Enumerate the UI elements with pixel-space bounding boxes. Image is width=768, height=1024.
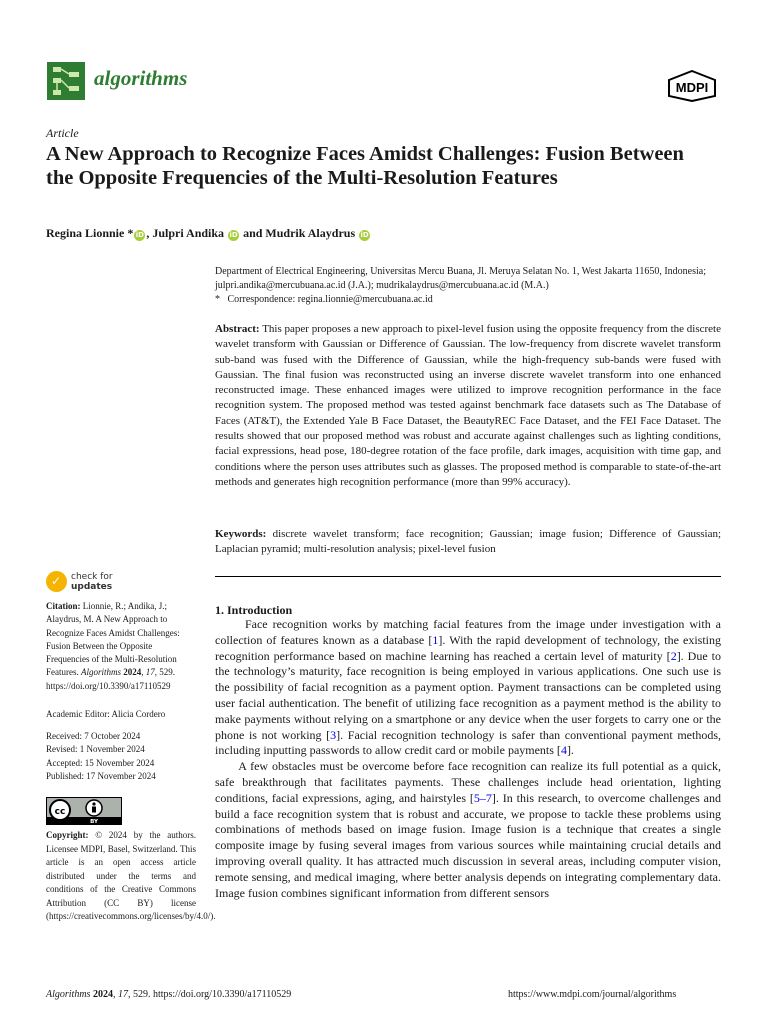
paragraph (215, 617, 721, 759)
reference-link[interactable]: 3 (330, 727, 337, 742)
article-type: Article (46, 126, 79, 140)
citation-block: Citation: Lionnie, R.; Andika, J.; Alaydrus, M. A New Approach to Recognize Faces Amidst Challenges: Fusion Between the Opposite Frequencies of the Multi-Resolution Features. Algorithms 2024, 17, 529. https://doi.org/10.3390/a17110529 (46, 601, 180, 691)
mdpi-logo-icon[interactable] (666, 70, 718, 102)
citation-doi-link[interactable]: https://doi.org/10.3390/a17110529 (46, 680, 171, 691)
affiliation: Department of Electrical Engineering, Universitas Mercu Buana, Jl. Meruya Selatan No. 1, West Jakarta 11650, Indonesia; julpri.andika@mercubuana.ac.id (J.A.); mudrikalaydrus@mercubuana.ac.id (M.A.) (215, 266, 706, 291)
footer-rest[interactable]: , 529. https://doi.org/10.3390/a17110529 (127, 989, 292, 1000)
reference-link[interactable]: 1 (432, 632, 439, 647)
section-divider (215, 576, 721, 577)
journal-logo-icon (47, 62, 85, 100)
check-circle-icon (46, 571, 67, 592)
date-published: Published: 17 November 2024 (46, 770, 156, 781)
author-separator: and (240, 226, 266, 240)
orcid-icon[interactable]: iD (360, 231, 369, 239)
orcid-icon[interactable]: iD (229, 231, 238, 239)
text-run: A few obstacles must be overcome before face recognition can realize its full potential as a quick, safe breakthrough that facilitates payments. These challenges include head orientation, lighting conditions, facial expressions, aging, and hairstyles [ (215, 759, 721, 805)
paragraph (215, 759, 721, 901)
citation-journal: Algorithms (81, 667, 122, 678)
footer-journal-url[interactable]: https://www.mdpi.com/journal/algorithms (508, 989, 677, 1000)
svg-text:cc: cc (54, 807, 66, 817)
check-line-2: updates (71, 582, 113, 592)
checkmark-icon: ✓ (51, 574, 62, 588)
date-revised: Revised: 1 November 2024 (46, 744, 145, 755)
author-name[interactable]: Regina Lionnie (46, 226, 125, 240)
copyright-text: © 2024 by the authors. Licensee MDPI, Basel, Switzerland. This article is an open access article distributed under the terms and conditions of the Creative Commons Attribution (CC BY) license (https://creativecommons.org/licenses/by/4.0/). (46, 830, 216, 921)
author-list (46, 226, 371, 241)
copyright-label: Copyright: (46, 830, 89, 840)
reference-link[interactable]: 4 (560, 743, 567, 758)
citation-year: 2024 (123, 667, 142, 678)
text-run: ]. (566, 743, 574, 758)
citation-text: Lionnie, R.; Andika, J.; Alaydrus, M. A New Approach to Recognize Faces Amidst Challenges: Fusion Between the Opposite Frequencies of the Multi-Resolution Features. (46, 601, 180, 678)
keywords (215, 527, 721, 558)
academic-editor: Academic Editor: Alicia Cordero (46, 709, 166, 719)
journal-name[interactable]: algorithms (94, 66, 188, 90)
mdpi-logo-text: MDPI (675, 80, 709, 95)
keywords-text: discrete wavelet transform; face recognition; Gaussian; image fusion; Difference of Gaussian; Laplacian pyramid; multi-resolution analysis; pixel-level fusion (215, 528, 722, 556)
date-received: Received: 7 October 2024 (46, 731, 141, 741)
text-run: ]. With the rapid development of technology, the existing recognition performance based on machine learning has reached a certain level of maturity [ (215, 632, 721, 663)
keywords-label: Keywords: (215, 528, 267, 540)
svg-text:BY: BY (90, 819, 98, 825)
reference-link[interactable]: 5–7 (473, 790, 492, 805)
text-run: ]. Facial recognition technology is safer than conventional payment methods, including inputting passwords to allow credit card or mobile payments [ (215, 727, 722, 758)
orcid-icon[interactable]: iD (135, 231, 144, 239)
reference-link[interactable]: 2 (670, 648, 677, 663)
text-run: ]. In this research, to overcome challenges and build a face recognition system that is robust and accurate, we propose to tackle these problems using combinations of methods based on image fusion. Image fusion is a technique that creates a single composite image by fusing several images from various sources while maintaining crucial details and improving overall quality. It has attracted much discussion in several areas, including computer vision, remote sensing, and medical imaging, where better analysis depends on integrating complementary data. Image fusion combines significant information from different sensors (215, 790, 721, 900)
abstract-label: Abstract: (215, 323, 260, 335)
author-name[interactable]: Julpri Andika (152, 226, 225, 240)
check-for-updates-text (71, 572, 113, 592)
author-name[interactable]: Mudrik Alaydrus (265, 226, 356, 240)
date-accepted: Accepted: 15 November 2024 (46, 757, 155, 768)
correspondence: * Correspondence: regina.lionnie@mercubuana.ac.id (215, 294, 433, 305)
abstract-text: This paper proposes a new approach to pixel-level fusion using the opposite frequency from the discrete wavelet transform with Gaussian or Difference of Gaussian. The low-frequency from discrete wavelet transform sub-band was fused with the Difference of Gaussian, while the high-frequency sub-bands were fused with Gaussian. The final fusion was reconstructed using an inverse discrete wavelet transform into one enhanced reconstructed image. These enhanced images were utilized to improve recognition performance in the face recognition system. The proposed method was tested against benchmark face datasets such as The Database of Faces (AT&T), the Extended Yale B Face Dataset, the BeautyREC Face Dataset, and the FEI Face Dataset. The results showed that our proposed method was robust and accurate against challenges such as lighting conditions, facial expressions, head pose, 180-degree rotation of the face profile, dark images, acquisition with time gap, and conditions where the person uses attributes such as glasses. The proposed method is comparable to state-of-the-art methods and generates high recognition performance (more than 99% accuracy). (215, 323, 721, 488)
section-heading: 1. Introduction (215, 603, 293, 617)
introduction-text (215, 617, 721, 901)
article-title: A New Approach to Recognize Faces Amidst Challenges: Fusion Between the Opposite Frequencies of the Multi-Resolution Features (46, 143, 684, 189)
check-for-updates-badge[interactable] (46, 571, 176, 595)
copyright-block (46, 829, 216, 924)
footer-year: 2024 (92, 989, 113, 1000)
citation-pages: , 529. (154, 667, 176, 678)
text-run: ]. Due to the technology’s maturity, face recognition is being employed in various applications. One such use is the possibility of facial recognition as a payment option. Payment transactions can be completed using user facial authentication. The benefit of utilizing face recognition as a payment method is the ability to make payments without relying on a smartphone or any device when the user forgets to carry one or the phone is not working [ (215, 648, 721, 742)
publication-dates (46, 730, 156, 783)
affiliation-block (215, 265, 720, 307)
author-separator: , (146, 226, 153, 240)
text-run: Face recognition works by matching facial features from the image under investigation with a collection of features known as a database [ (215, 617, 722, 647)
citation-volume: 17 (145, 667, 155, 678)
citation-label: Citation: (46, 601, 81, 611)
check-line-1: check for (71, 572, 113, 582)
cc-by-license-icon[interactable] (46, 797, 122, 825)
abstract (215, 322, 721, 490)
footer-volume: 17 (117, 989, 128, 1000)
footer-citation: Algorithms 2024, 17, 529. https://doi.org/10.3390/a17110529 (46, 989, 292, 1000)
footer-journal: Algorithms (46, 989, 91, 1000)
corresponding-mark: * (124, 226, 134, 240)
